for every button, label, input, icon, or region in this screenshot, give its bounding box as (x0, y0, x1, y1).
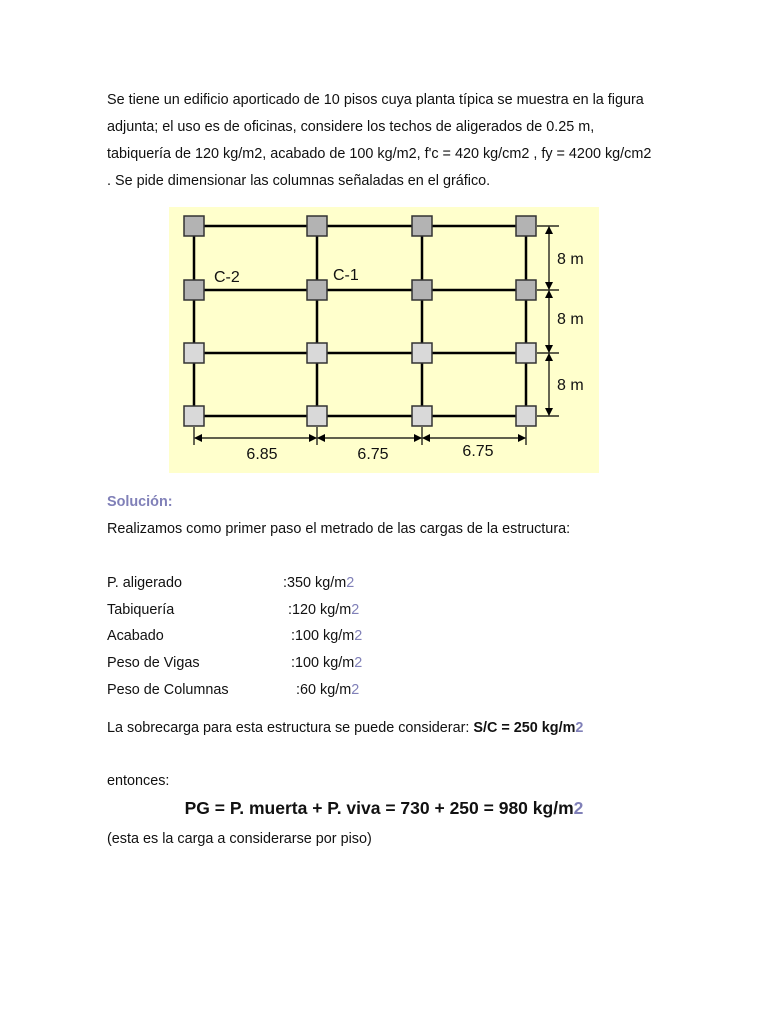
column (516, 343, 536, 363)
load-value: :100 kg/m2 (291, 628, 363, 644)
load-row (107, 575, 355, 591)
column (307, 216, 327, 236)
load-row (107, 682, 360, 698)
column (516, 406, 536, 426)
column (412, 406, 432, 426)
column (516, 280, 536, 300)
column-c1 (307, 280, 327, 300)
sobrecarga-line: La sobrecarga para esta estructura se puede considerar: S/C = 250 kg/m2 (107, 720, 584, 736)
intro-line: Se tiene un edificio aporticado de 10 pisos cuya planta típica se muestra en la figura (107, 92, 644, 108)
column (184, 343, 204, 363)
dim-label-vertical: 8 m (557, 251, 584, 268)
load-row (107, 655, 363, 671)
column (184, 216, 204, 236)
load-value: :100 kg/m2 (291, 655, 363, 671)
load-label: Tabiquería (107, 602, 175, 618)
column (307, 343, 327, 363)
load-value: :60 kg/m2 (296, 682, 360, 698)
formula: PG = P. muerta + P. viva = 730 + 250 = 980 kg/m2 (184, 798, 584, 818)
load-value: :350 kg/m2 (283, 575, 355, 591)
column (412, 343, 432, 363)
dim-label-horizontal: 6.75 (462, 443, 494, 460)
load-label: Peso de Columnas (107, 682, 229, 698)
sobrecarga-value: S/C = 250 kg/m (473, 720, 576, 736)
column (184, 406, 204, 426)
dim-label-vertical: 8 m (557, 377, 584, 394)
load-row (107, 628, 363, 644)
intro-line: tabiquería de 120 kg/m2, acabado de 100 kg/m2, f'c = 420 kg/cm2 , fy = 4200 kg/cm2 (107, 146, 652, 162)
column (516, 216, 536, 236)
column-c2 (184, 280, 204, 300)
load-row (107, 602, 360, 618)
intro-paragraph (107, 87, 663, 195)
dim-label-horizontal: 6.85 (246, 446, 278, 463)
column-label-c1: C-1 (333, 267, 359, 284)
floor-plan-figure (169, 207, 599, 473)
solution-intro: Realizamos como primer paso el metrado de las cargas de la estructura: (107, 521, 571, 537)
load-label: Acabado (107, 628, 164, 644)
intro-line: . Se pide dimensionar las columnas señaladas en el gráfico. (107, 173, 491, 189)
column (412, 216, 432, 236)
floor-plan-diagram (169, 207, 599, 473)
column (412, 280, 432, 300)
figure-background (169, 207, 599, 473)
dim-label-horizontal: 6.75 (357, 446, 389, 463)
column (307, 406, 327, 426)
load-value: :120 kg/m2 (288, 602, 360, 618)
entonces-text: entonces: (107, 773, 170, 789)
note-text: (esta es la carga a considerarse por piso) (107, 831, 372, 847)
load-label: Peso de Vigas (107, 655, 200, 671)
solution-heading: Solución: (107, 494, 173, 510)
dim-label-vertical: 8 m (557, 311, 584, 328)
load-label: P. aligerado (107, 575, 182, 591)
column-label-c2: C-2 (214, 269, 240, 286)
intro-line: adjunta; el uso es de oficinas, considere los techos de aligerados de 0.25 m, (107, 119, 595, 135)
